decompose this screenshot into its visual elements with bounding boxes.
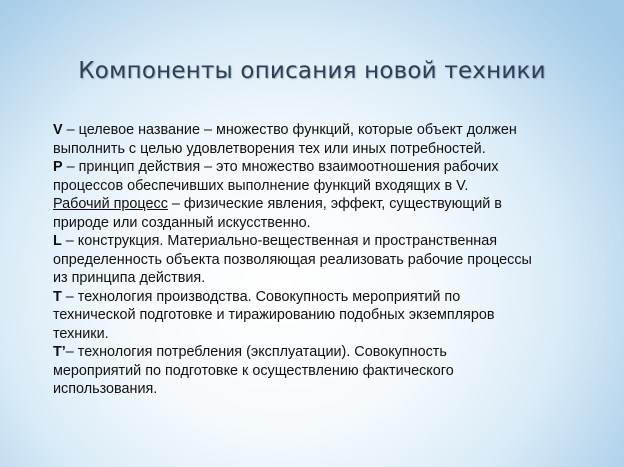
definition-text: – технология потребления (эксплуатации). Совокупность [65,344,447,360]
slide-title: Компоненты описания новой техники [78,58,546,84]
definition-v [53,121,613,158]
definition-text: – физические явления, эффект, существующий в [167,196,502,212]
definition-t [53,288,613,344]
definition-text: определенность объекта позволяющая реализовать рабочие процессы [53,251,532,268]
definition-text: из принципа действия. [53,270,206,286]
term-underlined: Рабочий процесс [53,196,168,212]
definition-t-prime [53,343,613,399]
term-key: T [53,288,62,305]
definition-text: мероприятий по подготовке к осуществлению фактического [53,362,454,379]
definition-text: процессов обеспечивших выполнение функций входящих в V. [53,177,469,194]
term-key: T’ [53,344,66,360]
definition-text: – целевое название – множество функций, которые объект должен [62,122,517,138]
definition-text: – принцип действия – это множество взаимоотношения рабочих [62,159,499,175]
definition-text: – технология производства. Совокупность мероприятий по [61,288,461,305]
definition-text: природе или созданный искусственно. [53,214,311,231]
term-key: L [53,233,62,249]
term-key: V [53,122,63,138]
definition-text: использования. [53,381,158,397]
definition-working-process [53,195,613,232]
definition-p [53,158,613,195]
definition-l [53,232,613,288]
definition-text: техники. [53,325,109,342]
definition-text: технической подготовке и тиражированию подобных экземпляров [53,307,495,323]
slide-body [53,121,613,399]
definition-text: выполнить с целью удовлетворения тех или иных потребностей. [53,140,486,157]
term-key: P [53,159,63,175]
definition-text: – конструкция. Материально-вещественная и пространственная [61,233,498,249]
